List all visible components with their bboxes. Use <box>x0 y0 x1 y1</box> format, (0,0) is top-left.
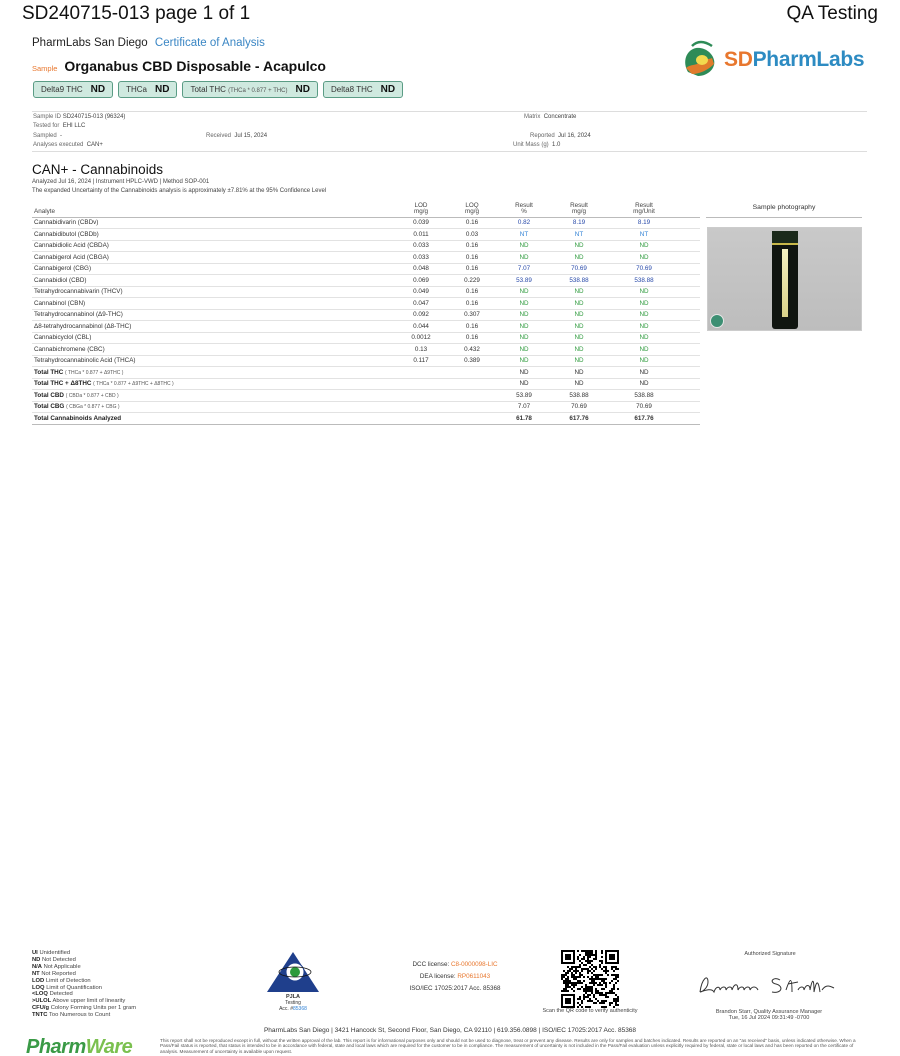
analyte-name: Cannabidivarin (CBDv) <box>32 217 394 229</box>
loq-value: 0.389 <box>448 355 496 367</box>
sample-info-panel: Sample ID SD240715-013 (96324) Matrix Concentrate Tested for EHI LLC Sampled - Received Jul 15, 2024 Reported Jul 16, 2024 Analyses executed CAN+ Unit Mass (g) 1.0 <box>32 111 867 152</box>
result-mgunit: ND <box>606 344 682 356</box>
result-mgg: ND <box>552 240 606 252</box>
result-mgg: ND <box>552 344 606 356</box>
sample-heading <box>32 58 326 74</box>
lab-heading <box>32 37 265 49</box>
legend-item: CFU/g Colony Forming Units per 1 gram <box>32 1005 137 1012</box>
qa-testing-title: QA Testing <box>786 3 878 24</box>
qr-caption: Scan the QR code to verify authenticity <box>542 1008 638 1014</box>
legend-item: NT Not Reported <box>32 970 76 977</box>
lod-value: 0.0012 <box>394 332 448 344</box>
sample-id-value: SD240715-013 (96324) <box>62 114 126 120</box>
analyte-name: Cannabichromene (CBC) <box>32 344 394 356</box>
vape-device-image <box>772 231 798 329</box>
result-pct: NT <box>496 229 552 241</box>
table-row <box>32 309 700 321</box>
result-pct-header: Result % <box>496 199 552 217</box>
result-pct: ND <box>496 355 552 367</box>
lod-value: 0.039 <box>394 217 448 229</box>
lod-value: 0.048 <box>394 263 448 275</box>
total-mgg: 538.88 <box>552 390 606 402</box>
result-pct: ND <box>496 309 552 321</box>
received-value: Jul 15, 2024 <box>234 133 268 139</box>
result-mgg: 70.69 <box>552 263 606 275</box>
loq-value: 0.432 <box>448 344 496 356</box>
footer-disclaimer: This report shall not be reproduced except in full, without the written approval of the lab. This report is for informational purposes only and should not be used to diagnose, treat or prevent any disease. Results are only for samples and batches indicated. Results are reported on an "as received" basis, unless indicated otherwise. When a Pass/Fail status is reported, that status is intended to be in accordance with federal, state and local laws which are required for the customer to be in compliance. The measurement of uncertainty is not included in the Pass/Fail evaluation unless explicitly required by federal, state or local laws and has been reported on the certificate of analysis. Measurement of uncertainty is available upon request. <box>160 1038 856 1054</box>
table-row <box>32 240 700 252</box>
badge-total-thc: Total THC (THCa * 0.877 + THC) ND <box>182 81 318 98</box>
result-pct: ND <box>496 252 552 264</box>
result-mgg: ND <box>552 355 606 367</box>
leaf-globe-icon <box>678 38 724 82</box>
badge-thca: THCa ND <box>118 81 177 98</box>
sample-name: Organabus CBD Disposable - Acapulco <box>64 58 326 74</box>
result-mgunit: ND <box>606 240 682 252</box>
table-row <box>32 217 700 229</box>
table-row <box>32 321 700 333</box>
sample-photograph <box>707 227 862 331</box>
loq-value: 0.16 <box>448 252 496 264</box>
total-label: Total CBG ( CBGa * 0.877 + CBG ) <box>32 401 394 413</box>
table-row <box>32 355 700 367</box>
abbreviation-legend <box>32 950 136 1019</box>
table-row <box>32 263 700 275</box>
legend-item: <LOQ Detected <box>32 991 73 998</box>
section-title: CAN+ - Cannabinoids <box>32 162 163 177</box>
result-mgg: ND <box>552 321 606 333</box>
total-mgg: ND <box>552 378 606 390</box>
loq-value: 0.16 <box>448 240 496 252</box>
iso-accreditation: ISO/IEC 17025:2017 Acc. 85368 <box>409 985 501 992</box>
lod-value: 0.117 <box>394 355 448 367</box>
lod-value: 0.069 <box>394 275 448 287</box>
analyses-value: CAN+ <box>86 142 103 148</box>
total-mgu: 70.69 <box>606 401 682 413</box>
total-row <box>32 367 700 379</box>
total-row <box>32 401 700 413</box>
table-row <box>32 332 700 344</box>
result-mgunit: ND <box>606 332 682 344</box>
total-pct: ND <box>496 367 552 379</box>
table-header-row <box>32 199 700 217</box>
result-pct: 0.82 <box>496 217 552 229</box>
result-mgg: ND <box>552 298 606 310</box>
result-pct: ND <box>496 240 552 252</box>
result-mgg: ND <box>552 286 606 298</box>
lod-value: 0.044 <box>394 321 448 333</box>
handwritten-signature <box>694 968 846 1002</box>
signatory: Brandon Starr, Quality Assurance Manager Tue, 16 Jul 2024 09:31:49 -0700 <box>715 1009 823 1022</box>
sdpharmlabs-logo <box>678 38 868 82</box>
result-mgunit: 8.19 <box>606 217 682 229</box>
sampled-value: - <box>60 133 63 139</box>
total-mgg: ND <box>552 367 606 379</box>
cannabinoids-table <box>32 199 700 425</box>
dea-license: RP0611043 <box>457 973 491 980</box>
legend-item: LOQ Limit of Quantification <box>32 984 102 991</box>
table-row <box>32 252 700 264</box>
total-label: Total CBD ( CBDa * 0.877 + CBD ) <box>32 390 394 402</box>
result-mgunit: ND <box>606 355 682 367</box>
lod-value: 0.13 <box>394 344 448 356</box>
total-pct: 7.07 <box>496 401 552 413</box>
pjla-accreditation: PJLA Testing Acc. #85368 <box>265 950 325 1016</box>
total-pct: 61.78 <box>496 413 552 425</box>
legend-item: TNTC Too Numerous to Count <box>32 1012 111 1019</box>
license-info: DCC license: C8-0000098-LIC DEA license: RP0611043 ISO/IEC 17025:2017 Acc. 85368 <box>390 959 520 995</box>
matrix-value: Concentrate <box>543 114 577 120</box>
analyte-name: Cannabidiol (CBD) <box>32 275 394 287</box>
result-mgg: ND <box>552 252 606 264</box>
table-row <box>32 344 700 356</box>
loq-header: LOQ mg/g <box>448 199 496 217</box>
sample-photo-header: Sample photography <box>706 200 862 218</box>
result-mgunit: ND <box>606 321 682 333</box>
total-mgu: 617.76 <box>606 413 682 425</box>
table-row <box>32 286 700 298</box>
footer-address: PharmLabs San Diego | 3421 Hancock St, Second Floor, San Diego, CA 92110 | 619.356.0898 | ISO/IEC 17025:2017 Acc. 85368 <box>263 1027 637 1034</box>
dcc-license: C8-0000098-LIC <box>450 961 498 968</box>
lod-value: 0.011 <box>394 229 448 241</box>
result-mgg: 8.19 <box>552 217 606 229</box>
result-mgg: NT <box>552 229 606 241</box>
legend-item: >ULOL Above upper limit of linearity <box>32 998 126 1005</box>
result-mgg: ND <box>552 309 606 321</box>
unit-mass-value: 1.0 <box>552 142 561 148</box>
lod-value: 0.047 <box>394 298 448 310</box>
total-mgu: ND <box>606 367 682 379</box>
analyte-name: Tetrahydrocannabinol (Δ9-THC) <box>32 309 394 321</box>
total-pct: 53.89 <box>496 390 552 402</box>
legend-item: N/A Not Applicable <box>32 963 81 970</box>
result-pct: ND <box>496 321 552 333</box>
analyte-name: Cannabinol (CBN) <box>32 298 394 310</box>
coa-label: Certificate of Analysis <box>154 37 265 49</box>
total-row <box>32 390 700 402</box>
result-mgunit: ND <box>606 286 682 298</box>
legend-item: ND Not Detected <box>32 956 76 963</box>
loq-value: 0.16 <box>448 332 496 344</box>
signature-label: Authorized Signature <box>744 951 796 957</box>
total-mgu: ND <box>606 378 682 390</box>
table-row <box>32 275 700 287</box>
logo-wordmark: SDPharmLabs <box>724 48 865 71</box>
analyte-header: Analyte <box>32 199 394 217</box>
pharmware-logo: PharmWare <box>26 1036 133 1056</box>
total-label: Total Cannabinoids Analyzed <box>32 413 394 425</box>
badge-delta9-thc: Delta9 THC ND <box>33 81 113 98</box>
result-mgunit: ND <box>606 309 682 321</box>
result-pct: ND <box>496 298 552 310</box>
analyte-name: Cannabicyclol (CBL) <box>32 332 394 344</box>
loq-value: 0.16 <box>448 298 496 310</box>
uncertainty-note: The expanded Uncertainty of the Cannabinoids analysis is approximately ±7.81% at the 95% Confidence Level <box>32 188 327 194</box>
lod-value: 0.033 <box>394 252 448 264</box>
lod-header: LOD mg/g <box>394 199 448 217</box>
analyte-name: Cannabidiolic Acid (CBDA) <box>32 240 394 252</box>
result-pct: ND <box>496 344 552 356</box>
loq-value: 0.16 <box>448 263 496 275</box>
table-row <box>32 298 700 310</box>
loq-value: 0.229 <box>448 275 496 287</box>
total-label: Total THC + Δ8THC ( THCa * 0.877 + Δ9THC + Δ8THC ) <box>32 378 394 390</box>
result-badges <box>33 81 403 98</box>
result-mgunit-header: Result mg/Unit <box>606 199 682 217</box>
analyte-name: Cannabigerol Acid (CBGA) <box>32 252 394 264</box>
sample-tag: Sample <box>32 64 58 73</box>
lab-name: PharmLabs San Diego <box>32 37 148 49</box>
analysis-meta: Analyzed Jul 16, 2024 | Instrument HPLC-VWD | Method SOP-001 <box>32 179 210 185</box>
lod-value: 0.049 <box>394 286 448 298</box>
result-mgunit: ND <box>606 298 682 310</box>
analyte-name: Cannabigerol (CBG) <box>32 263 394 275</box>
total-pct: ND <box>496 378 552 390</box>
total-row <box>32 413 700 425</box>
legend-item: UI Unidentified <box>32 950 71 956</box>
analyte-name: Δ8-tetrahydrocannabinol (Δ8-THC) <box>32 321 394 333</box>
document-id: SD240715-013 page 1 of 1 <box>22 3 251 24</box>
result-pct: 7.07 <box>496 263 552 275</box>
total-mgg: 617.76 <box>552 413 606 425</box>
lod-value: 0.033 <box>394 240 448 252</box>
result-pct: 53.89 <box>496 275 552 287</box>
pjla-triangle-icon <box>265 950 321 994</box>
loq-value: 0.16 <box>448 286 496 298</box>
result-pct: ND <box>496 332 552 344</box>
result-mgg-header: Result mg/g <box>552 199 606 217</box>
result-mgg: ND <box>552 332 606 344</box>
loq-value: 0.16 <box>448 321 496 333</box>
verification-qr-code[interactable] <box>561 950 619 1008</box>
total-row <box>32 378 700 390</box>
legend-item: LOD Limit of Detection <box>32 977 91 984</box>
total-mgu: 538.88 <box>606 390 682 402</box>
tested-for-value: EHI LLC <box>62 123 86 129</box>
analyte-name: Tetrahydrocannabivarin (THCV) <box>32 286 394 298</box>
result-mgunit: 70.69 <box>606 263 682 275</box>
result-pct: ND <box>496 286 552 298</box>
result-mgunit: 538.88 <box>606 275 682 287</box>
total-label: Total THC ( THCa * 0.877 + Δ9THC ) <box>32 367 394 379</box>
result-mgunit: ND <box>606 252 682 264</box>
lod-value: 0.092 <box>394 309 448 321</box>
reported-value: Jul 16, 2024 <box>558 133 591 139</box>
analyte-name: Tetrahydrocannabinolic Acid (THCA) <box>32 355 394 367</box>
analyte-name: Cannabidibutol (CBDb) <box>32 229 394 241</box>
total-mgg: 70.69 <box>552 401 606 413</box>
loq-value: 0.03 <box>448 229 496 241</box>
photo-watermark-icon <box>710 314 724 328</box>
table-row <box>32 229 700 241</box>
result-mgunit: NT <box>606 229 682 241</box>
badge-delta8-thc: Delta8 THC ND <box>323 81 403 98</box>
loq-value: 0.307 <box>448 309 496 321</box>
document-header <box>0 0 900 30</box>
loq-value: 0.16 <box>448 217 496 229</box>
result-mgg: 538.88 <box>552 275 606 287</box>
